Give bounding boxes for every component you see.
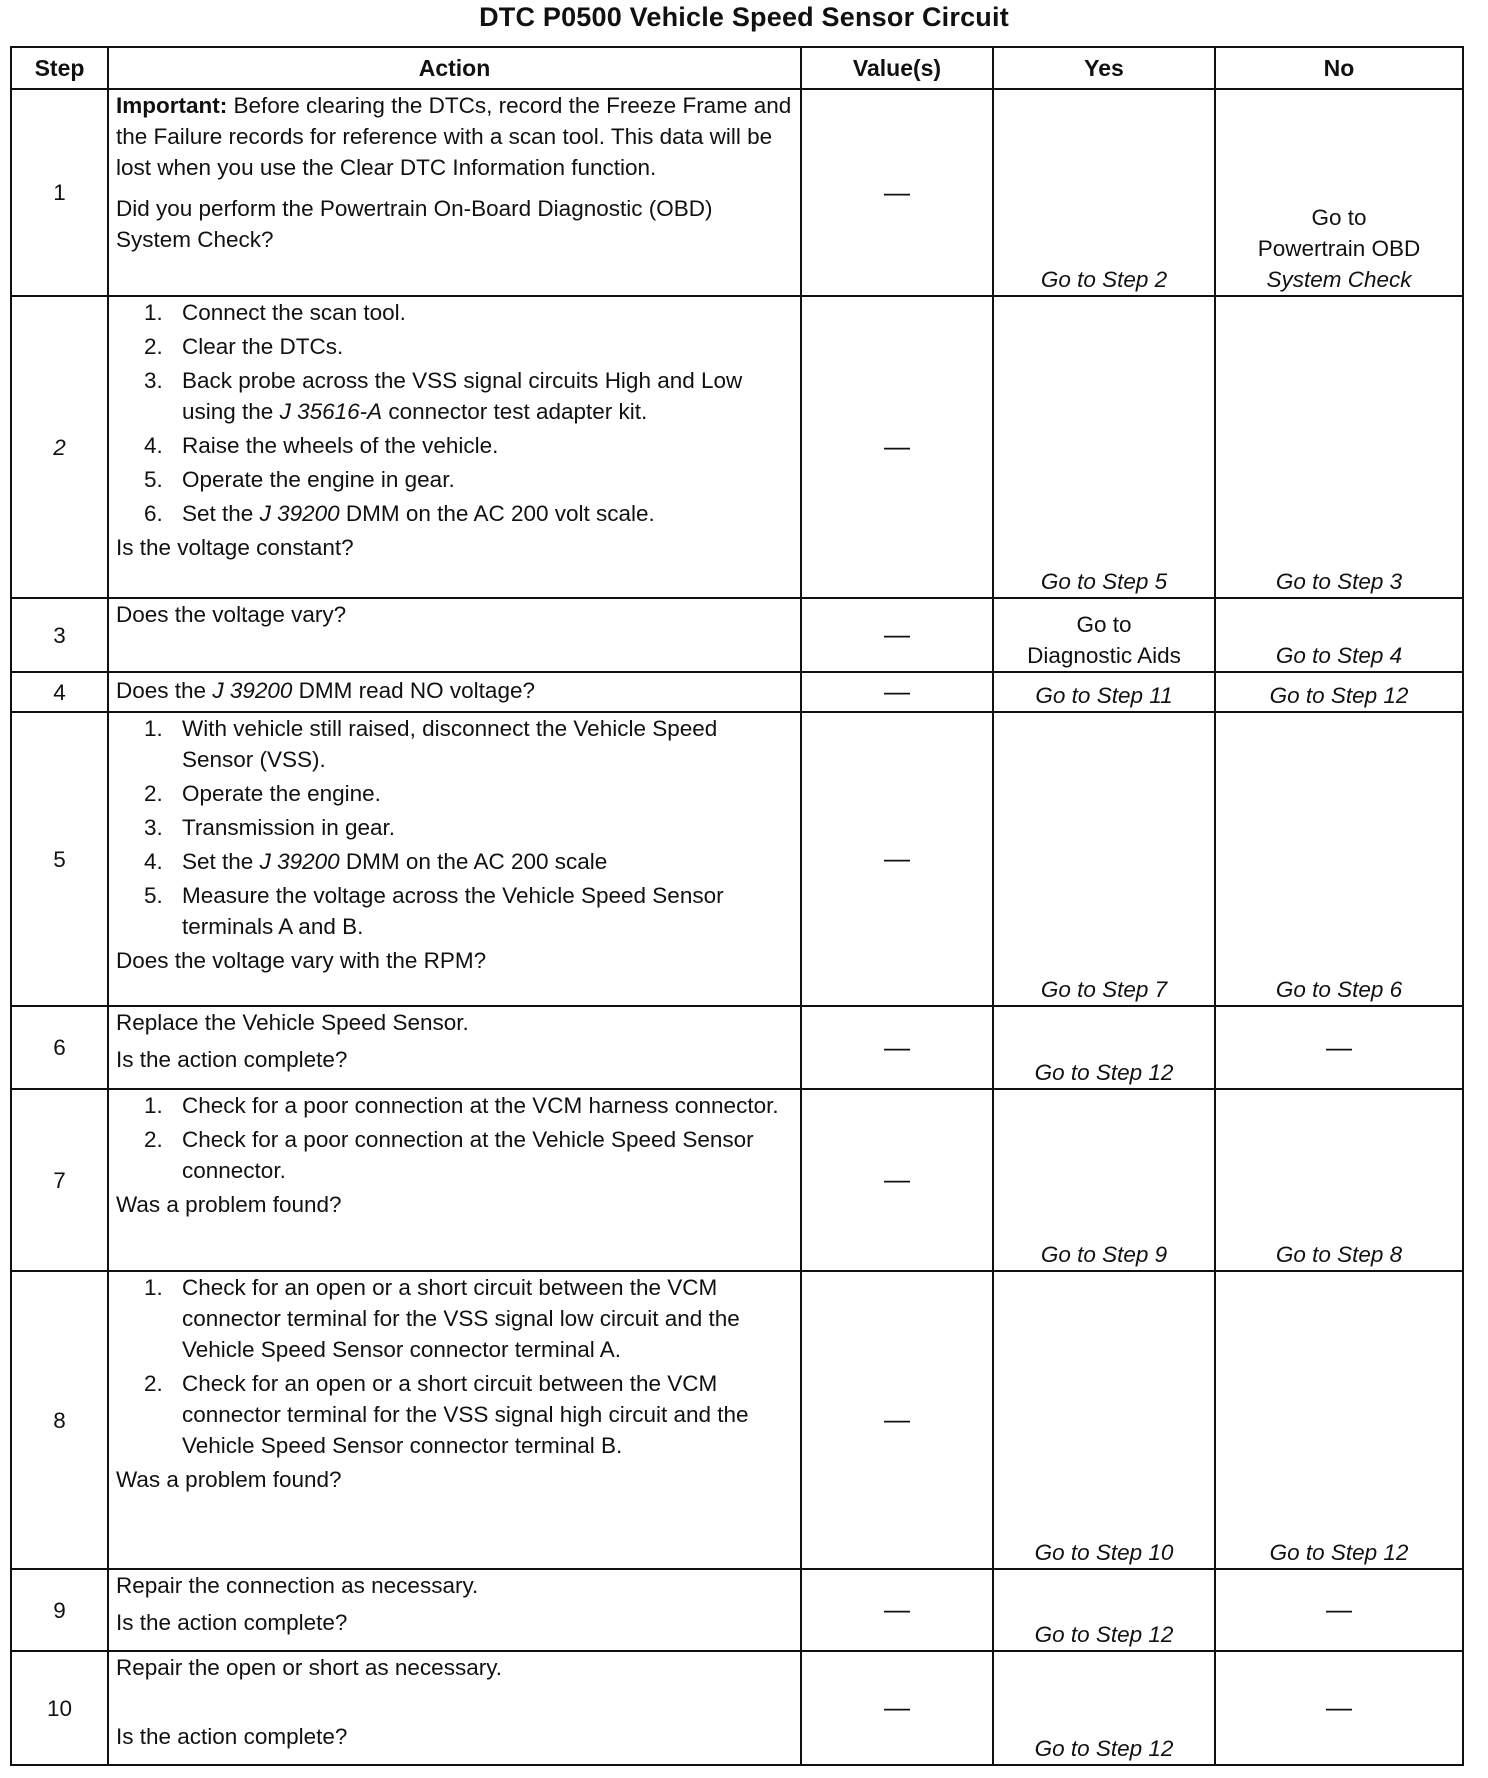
table-row (11, 1006, 1463, 1089)
action-cell (108, 1089, 801, 1271)
yes-link[interactable]: Go to Step 10 (1034, 1540, 1174, 1565)
value-dash: — (884, 1031, 910, 1062)
value-cell (801, 712, 993, 1006)
yes-cell (993, 1271, 1215, 1569)
tool-ref: J 39200 (259, 501, 340, 526)
no-cell (1215, 1271, 1463, 1569)
step-number: 5 (11, 712, 108, 1006)
header-action: Action (108, 47, 801, 89)
step-number: 3 (11, 598, 108, 672)
action-text: Replace the Vehicle Speed Sensor. (116, 1010, 469, 1035)
yes-cell (993, 598, 1215, 672)
value-dash: — (884, 1404, 910, 1434)
action-question: Is the voltage constant? (116, 535, 354, 560)
yes-cell (993, 296, 1215, 598)
list-item: 6. Set the J 39200 DMM on the AC 200 volt scale. (144, 501, 655, 526)
important-note (116, 90, 793, 183)
important-label: Important: (116, 93, 228, 118)
no-goto: Go to (1311, 205, 1367, 230)
tool-ref: J 39200 (212, 678, 293, 703)
action-question: Does the voltage vary? (116, 602, 347, 627)
list-item: 2. Clear the DTCs. (144, 334, 344, 359)
action-cell (108, 1651, 801, 1765)
yes-link[interactable]: Go to Step 12 (1034, 1060, 1174, 1085)
action-question: Is the action complete? (116, 1724, 348, 1749)
value-dash: — (884, 1594, 910, 1624)
action-cell (108, 89, 801, 296)
header-yes: Yes (993, 47, 1215, 89)
no-link[interactable]: Go to Step 12 (1269, 1540, 1409, 1565)
action-list (116, 1272, 793, 1461)
yes-link[interactable]: Go to Step 9 (1040, 1242, 1168, 1267)
no-target-line1[interactable]: Powertrain OBD (1257, 236, 1421, 261)
list-item: 1. Connect the scan tool. (144, 300, 406, 325)
value-cell (801, 1651, 993, 1765)
yes-goto: Go to (1076, 612, 1132, 637)
yes-link[interactable]: Go to Step 11 (1035, 683, 1173, 708)
value-cell (801, 1089, 993, 1271)
no-cell (1215, 1089, 1463, 1271)
no-link[interactable]: Go to Step 12 (1269, 683, 1409, 708)
value-cell (801, 1271, 993, 1569)
yes-cell (993, 1569, 1215, 1651)
yes-cell (993, 672, 1215, 712)
step-number: 9 (11, 1569, 108, 1651)
value-cell (801, 89, 993, 296)
no-cell (1215, 672, 1463, 712)
important-text: Before clearing the DTCs, record the Freeze Frame and the Failure records for reference with a scan tool. This data will be lost when you use the Clear DTC Information function. (116, 93, 792, 180)
action-list (116, 1090, 793, 1186)
page-title: DTC P0500 Vehicle Speed Sensor Circuit (479, 2, 1009, 32)
action-cell (108, 598, 801, 672)
action-cell (108, 1569, 801, 1651)
value-dash: — (884, 176, 910, 207)
yes-cell (993, 1089, 1215, 1271)
yes-link[interactable]: Go to Step 12 (1034, 1622, 1174, 1647)
list-item: 5. Measure the voltage across the Vehicle Speed Sensor terminals A and B. (144, 883, 724, 939)
yes-cell (993, 89, 1215, 296)
yes-cell (993, 1651, 1215, 1765)
no-cell (1215, 89, 1463, 296)
header-step: Step (11, 47, 108, 89)
list-item: 1. With vehicle still raised, disconnect the Vehicle Speed Sensor (VSS). (144, 716, 718, 772)
table-row (11, 1089, 1463, 1271)
diagnostic-table (10, 46, 1464, 1766)
list-item: 4. Set the J 39200 DMM on the AC 200 scale (144, 849, 608, 874)
value-dash: — (884, 843, 910, 873)
action-list (116, 297, 793, 529)
no-cell (1215, 1569, 1463, 1651)
table-row (11, 1569, 1463, 1651)
list-item: 2. Check for an open or a short circuit between the VCM connector terminal for the VSS signal high circuit and the Vehicle Speed Sensor connector terminal B. (144, 1371, 749, 1458)
list-item: 3. Transmission in gear. (144, 815, 396, 840)
step-number: 6 (11, 1006, 108, 1089)
action-cell: Does the J 39200 DMM read NO voltage? (108, 672, 801, 712)
action-cell (108, 712, 801, 1006)
yes-cell (993, 1006, 1215, 1089)
tool-ref: J 39200 (259, 849, 340, 874)
yes-cell (993, 712, 1215, 1006)
action-question: Was a problem found? (116, 1192, 342, 1217)
action-text: Repair the open or short as necessary. (116, 1655, 503, 1680)
value-dash: — (884, 431, 910, 461)
list-item: 1. Check for an open or a short circuit between the VCM connector terminal for the VSS signal low circuit and the Vehicle Speed Sensor connector terminal A. (144, 1275, 740, 1362)
yes-link[interactable]: Go to Step 5 (1040, 569, 1168, 594)
no-target-line2[interactable]: System Check (1266, 267, 1412, 292)
no-cell (1215, 296, 1463, 598)
step-number: 4 (11, 672, 108, 712)
value-cell (801, 1006, 993, 1089)
list-item: 3. Back probe across the VSS signal circuits High and Low using the J 35616-A connector test adapter kit. (144, 368, 743, 424)
table-header-row (11, 47, 1463, 89)
action-question: Is the action complete? (116, 1047, 348, 1072)
action-cell (108, 296, 801, 598)
action-cell (108, 1006, 801, 1089)
header-no: No (1215, 47, 1463, 89)
table-row (11, 1271, 1463, 1569)
action-question: Is the action complete? (116, 1610, 348, 1635)
no-link[interactable]: Go to Step 3 (1275, 569, 1403, 594)
value-dash: — (884, 676, 910, 706)
table-row (11, 672, 1463, 712)
list-item: 5. Operate the engine in gear. (144, 467, 455, 492)
no-link[interactable]: Go to Step 8 (1275, 1242, 1403, 1267)
action-question: Does the voltage vary with the RPM? (116, 948, 487, 973)
table-row (11, 1651, 1463, 1765)
list-item: 2. Operate the engine. (144, 781, 381, 806)
table-row (11, 296, 1463, 598)
value-cell (801, 672, 993, 712)
yes-target[interactable]: Diagnostic Aids (1027, 643, 1181, 668)
step-number: 1 (11, 89, 108, 296)
no-link[interactable]: Go to Step 6 (1275, 977, 1403, 1002)
step-number: 10 (11, 1651, 108, 1765)
no-cell (1215, 1651, 1463, 1765)
action-question: Did you perform the Powertrain On-Board Diagnostic (OBD) System Check? (116, 196, 713, 252)
yes-link[interactable]: Go to Step 12 (1034, 1736, 1174, 1761)
action-text: Repair the connection as necessary. (116, 1573, 479, 1598)
list-item: 1. Check for a poor connection at the VCM harness connector. (144, 1093, 779, 1118)
table-row (11, 598, 1463, 672)
tool-ref: J 35616-A (279, 399, 383, 424)
action-question: Was a problem found? (116, 1467, 342, 1492)
table-row (11, 89, 1463, 296)
list-item: 4. Raise the wheels of the vehicle. (144, 433, 499, 458)
value-cell (801, 296, 993, 598)
value-dash: — (884, 1692, 910, 1722)
value-cell (801, 598, 993, 672)
no-link[interactable]: Go to Step 4 (1275, 643, 1403, 668)
step-number: 2 (11, 296, 108, 598)
value-dash: — (884, 1164, 910, 1194)
no-dash: — (1326, 1594, 1352, 1624)
no-dash: — (1326, 1692, 1352, 1722)
list-item: 2. Check for a poor connection at the Vehicle Speed Sensor connector. (144, 1127, 754, 1183)
yes-link[interactable]: Go to Step 2 (1040, 267, 1168, 292)
value-dash: — (884, 619, 910, 649)
no-dash: — (1326, 1031, 1352, 1062)
no-cell (1215, 712, 1463, 1006)
step-number: 7 (11, 1089, 108, 1271)
value-cell (801, 1569, 993, 1651)
header-values: Value(s) (801, 47, 993, 89)
yes-link[interactable]: Go to Step 7 (1040, 977, 1168, 1002)
step-number: 8 (11, 1271, 108, 1569)
no-cell (1215, 598, 1463, 672)
action-list (116, 713, 793, 942)
no-cell (1215, 1006, 1463, 1089)
table-row (11, 712, 1463, 1006)
action-cell (108, 1271, 801, 1569)
